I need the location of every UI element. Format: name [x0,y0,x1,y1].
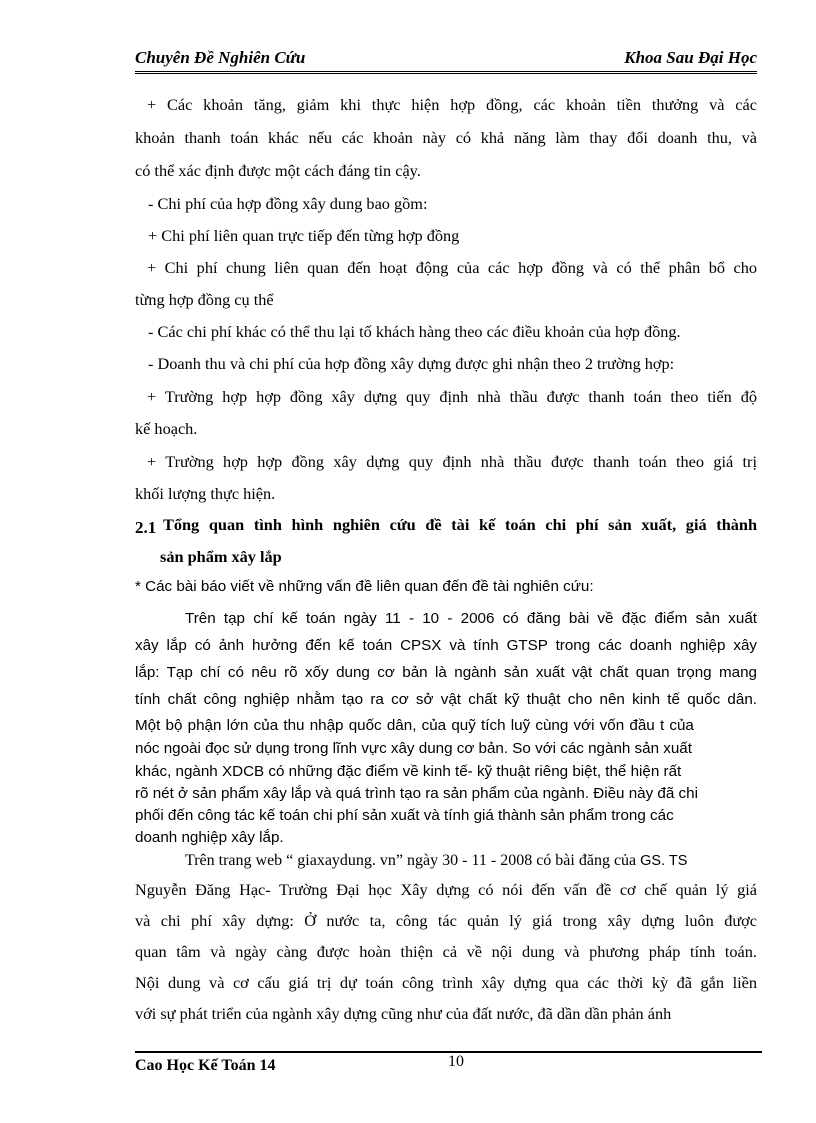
article2-line: với sự phát triển của ngành xây dựng cũng như của đất nước, đã dần dần phản ánh [135,1004,672,1023]
article2-line: và chi phí xây dựng: Ở nước ta, công tác quản lý giá trong xây dựng luôn được [135,911,757,930]
body-line: khoản thanh toán khác nếu các khoản này có khả năng làm thay đổi doanh thu, và [135,128,757,147]
article2-line: Nội dung và cơ cấu giá trị dự toán công trình xây dựng qua các thời kỳ đã gắn liền [135,973,757,992]
article1-line: doanh nghiệp xây lắp. [135,829,284,846]
article1-line: Một bộ phận lớn của thu nhập quốc dân, của quỹ tích luỹ cùng với vốn đầu t của [135,717,694,734]
body-line: + Chi phí chung liên quan đến hoạt động của các hợp đồng và có thể phân bổ cho [147,258,757,277]
articles-intro: * Các bài báo viết về những vấn đề liên quan đến đề tài nghiên cứu: [135,578,594,595]
page-header [135,46,757,72]
author-title: GS. TS [640,853,688,869]
header-rule [135,71,757,74]
article1-line: xây lắp có ảnh hưởng đến kế toán CPSX và tính GTSP trong các doanh nghiệp xây [135,637,757,654]
article2-line: Nguyễn Đăng Hạc- Trường Đại học Xây dựng có nói đến vấn đề cơ chế quản lý giá [135,880,757,899]
article1-line: phối đến công tác kế toán chi phí sản xuất và tính giá thành sản phẩm trong các [135,807,674,824]
header-right-title: Khoa Sau Đại Học [624,48,757,67]
body-line: + Trường hợp hợp đồng xây dựng quy định nhà thầu được thanh toán theo tiến độ [147,387,757,406]
article2-intro: Trên trang web “ giaxaydung. vn” ngày 30 - 11 - 2008 có bài đăng của [185,852,637,869]
header-left-title: Chuyên Đề Nghiên Cứu [135,48,306,67]
footer-title: Cao Học Kế Toán 14 [135,1057,276,1074]
article1-line: lắp: Tạp chí có nêu rõ xốy dung cơ bản là ngành sản xuất vật chất quan trọng mang [135,664,757,681]
body-line: - Doanh thu và chi phí của hợp đồng xây dựng được ghi nhận theo 2 trường hợp: [148,354,675,373]
body-line: + Các khoản tăng, giảm khi thực hiện hợp đồng, các khoản tiền thưởng và các [147,95,757,114]
body-line: - Chi phí của hợp đồng xây dung bao gồm: [148,194,428,213]
article1-line: nóc ngoài đọc sử dụng trong lĩnh vực xây dung cơ bản. So với các ngành sản xuất [135,740,692,757]
page-number: 10 [448,1053,464,1070]
body-line: kế hoạch. [135,419,198,438]
section-title: Tổng quan tình hình nghiên cứu đề tài kế toán chi phí sản xuất, giá thành [163,515,757,534]
section-title-cont: sản phẩm xây lắp [160,547,282,566]
body-line: khối lượng thực hiện. [135,484,276,503]
article2-first-line [185,852,687,870]
article1-line: tính chất công nghiệp nhằm tạo ra cơ sở vật chất kỹ thuật cho nên kinh tế quốc dân. [135,691,757,708]
body-line: có thể xác định được một cách đáng tin cậy. [135,161,421,180]
article2-line: quan tâm và ngày càng được hoàn thiện cả về nội dung và phương pháp tính toán. [135,942,757,961]
body-line: - Các chi phí khác có thể thu lại tố khách hàng theo các điều khoản của hợp đồng. [148,322,681,341]
body-line: + Trường hợp hợp đồng xây dựng quy định nhà thầu được thanh toán theo giá trị [147,452,757,471]
article1-line: rõ nét ở sản phẩm xây lắp và quá trình tạo ra sản phẩm của ngành. Điều này đã chi [135,785,698,802]
body-line: + Chi phí liên quan trực tiếp đến từng hợp đồng [148,226,460,245]
section-number: 2.1 [135,518,157,537]
article1-line: khác, ngành XDCB có những đặc điểm về kinh tế- kỹ thuật riêng biệt, thể hiện rất [135,763,682,780]
article1-line: Trên tạp chí kế toán ngày 11 - 10 - 2006 có đăng bài về đặc điểm sản xuất [185,610,757,627]
body-line: từng hợp đồng cụ thể [135,290,274,309]
